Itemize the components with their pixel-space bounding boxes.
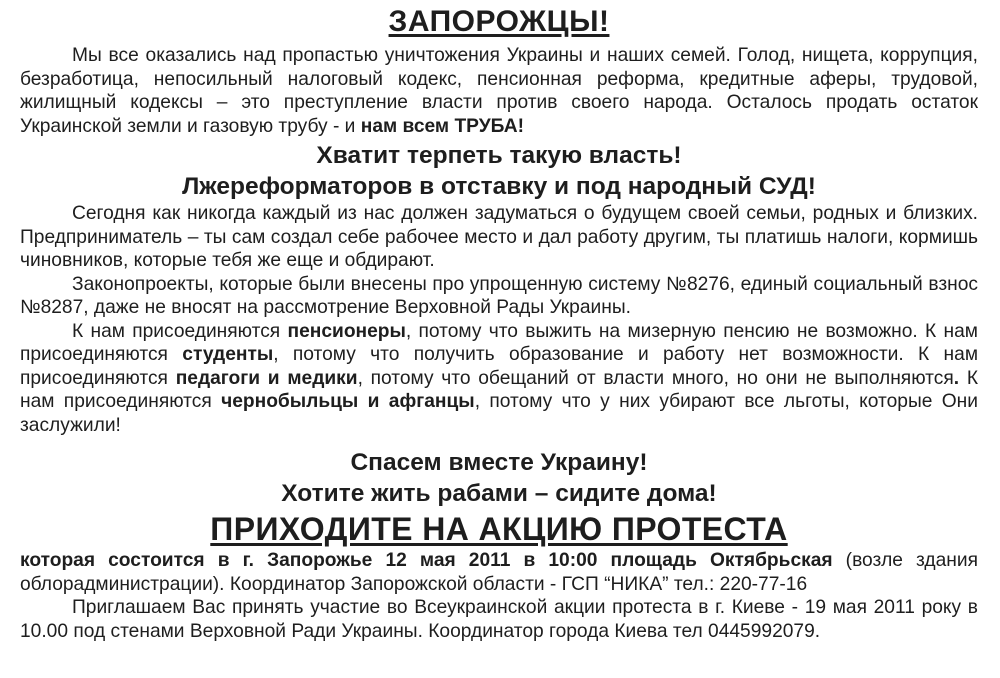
event-details-text: (возле здания облорадминистрации). Координатор Запорожской области - ГСП “НИКА” тел.: 220-77-16: [20, 550, 978, 595]
paragraph-laws: Законопроекты, которые были внесены про упрощенную систему №8276, единый социальный взнос №8287, даже не вносят на рассмотрение Верховной Рады Украины.: [20, 273, 978, 318]
join-students: студенты: [182, 344, 274, 365]
join-teachers-medics: педагоги и медики: [175, 367, 358, 389]
slogan-save-ukraine: Спасем вместе Украину!: [350, 449, 648, 476]
join-period: .: [953, 367, 960, 389]
join-text-5: К нам присоединяются: [20, 367, 978, 412]
slogan-enough: Хватит терпеть такую власть!: [316, 142, 682, 169]
invite-paragraph: Приглашаем Вас принять участие во Всеукраинской акции протеста в г. Киеве - 19 мая 2011 року в 10.00 под стенами Верховной Ради Украины. Координатор города Киева тел 0445992079.: [20, 597, 978, 642]
paragraph-join: [20, 320, 978, 438]
join-text-1: К нам присоединяются: [72, 320, 288, 342]
paragraph-today: Сегодня как никогда каждый из нас должен задуматься о будущем своей семьи, родных и близких. Предприниматель – ты сам создал себе рабочее место и дал работу другим, ты платишь налоги, кормишь чиновников, которые тебя же еще и обдирают.: [20, 203, 978, 271]
join-text-2: , потому что выжить на мизерную пенсию не возможно. К нам присоединяются: [20, 320, 978, 365]
join-chernobyl-afghan: чернобыльцы и афганцы: [221, 391, 475, 412]
event-paragraph: [20, 549, 978, 596]
join-text-4: , потому что обещаний от власти много, но они не выполняются: [357, 367, 954, 389]
event-details-bold: которая состоится в г. Запорожье 12 мая 2011 в 10:00 площадь Октябрьская: [20, 550, 833, 571]
intro-text: Мы все оказались над пропастью уничтожения Украины и наших семей. Голод, нищета, коррупция, безработица, непосильный налоговый кодекс, пенсионная реформа, кредитные аферы, трудовой, жилищный кодексы – это преступление власти против своего народа. Осталось продать остаток Украинской земли и газовую трубу - и: [20, 45, 978, 137]
intro-paragraph: [20, 44, 978, 138]
leaflet-title: ЗАПОРОЖЦЫ!: [388, 5, 610, 38]
join-pensioners: пенсионеры: [287, 320, 406, 342]
slogan-reformers: Лжереформаторов в отставку и под народный СУД!: [182, 173, 816, 200]
join-text-6: , потому что у них убирают все льготы, которые Они заслужили!: [20, 391, 978, 436]
intro-bold: нам всем ТРУБА!: [360, 115, 524, 137]
join-text-3: , потому что получить образование и работу нет возможности. К нам присоединяются: [20, 344, 979, 389]
protest-call-heading: ПРИХОДИТЕ НА АКЦИЮ ПРОТЕСТА: [210, 511, 788, 547]
slogan-slaves: Хотите жить рабами – сидите дома!: [281, 480, 717, 507]
